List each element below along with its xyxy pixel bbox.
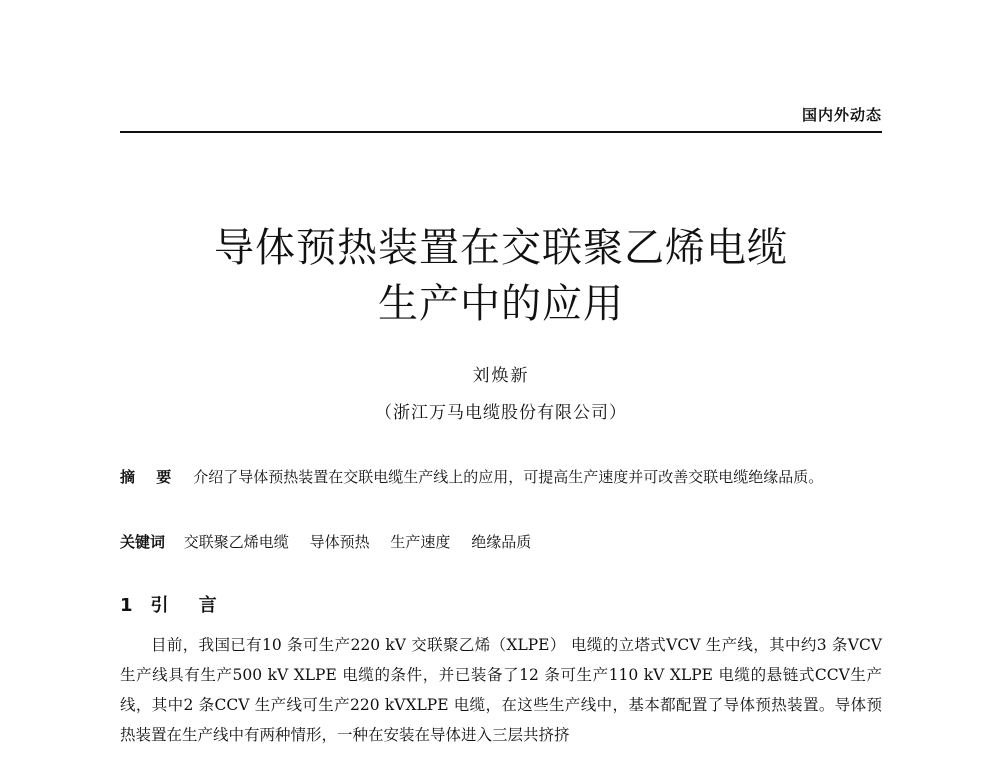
abstract-text: 介绍了导体预热装置在交联电缆生产线上的应用，可提高生产速度并可改善交联电缆绝缘品质。 — [193, 468, 824, 486]
author-name: 刘焕新 — [472, 366, 530, 386]
author-affiliation: （浙江万马电缆股份有限公司） — [375, 403, 627, 423]
body-paragraph: 目前，我国已有10 条可生产220 kV 交联聚乙烯（XLPE） 电缆的立塔式VCV 生产线，其中约3 条VCV 生产线具有生产500 kV XLPE 电缆的条件，并已装备了12 条可生产110 kV XLPE 电缆的悬链式CCV生产线，其中2 条CCV 生产线可生产220 kVXLPE 电缆，在这些生产线中，基本都配置了导体预热装置。导体预热装置在生产线中有两种情形，一种在安装在导体进入三层共挤挤 — [120, 636, 882, 744]
keywords — [120, 527, 882, 557]
running-header: 国内外动态 — [801, 106, 882, 124]
abstract-label: 摘 要 — [120, 468, 180, 486]
section-heading — [120, 591, 229, 617]
section-title: 引 言 — [150, 595, 229, 616]
keyword-item: 导体预热 — [309, 533, 370, 551]
title-line-2: 生产中的应用 — [378, 281, 624, 327]
keywords-label: 关键词 — [120, 533, 166, 551]
keyword-item: 绝缘品质 — [471, 533, 532, 551]
article-title — [120, 220, 882, 332]
keyword-item: 交联聚乙烯电缆 — [183, 533, 289, 551]
keyword-item: 生产速度 — [390, 533, 451, 551]
title-line-1: 导体预热装置在交联聚乙烯电缆 — [214, 225, 788, 271]
abstract — [120, 462, 882, 492]
section-number: 1 — [120, 595, 133, 616]
header-rule — [120, 131, 882, 133]
